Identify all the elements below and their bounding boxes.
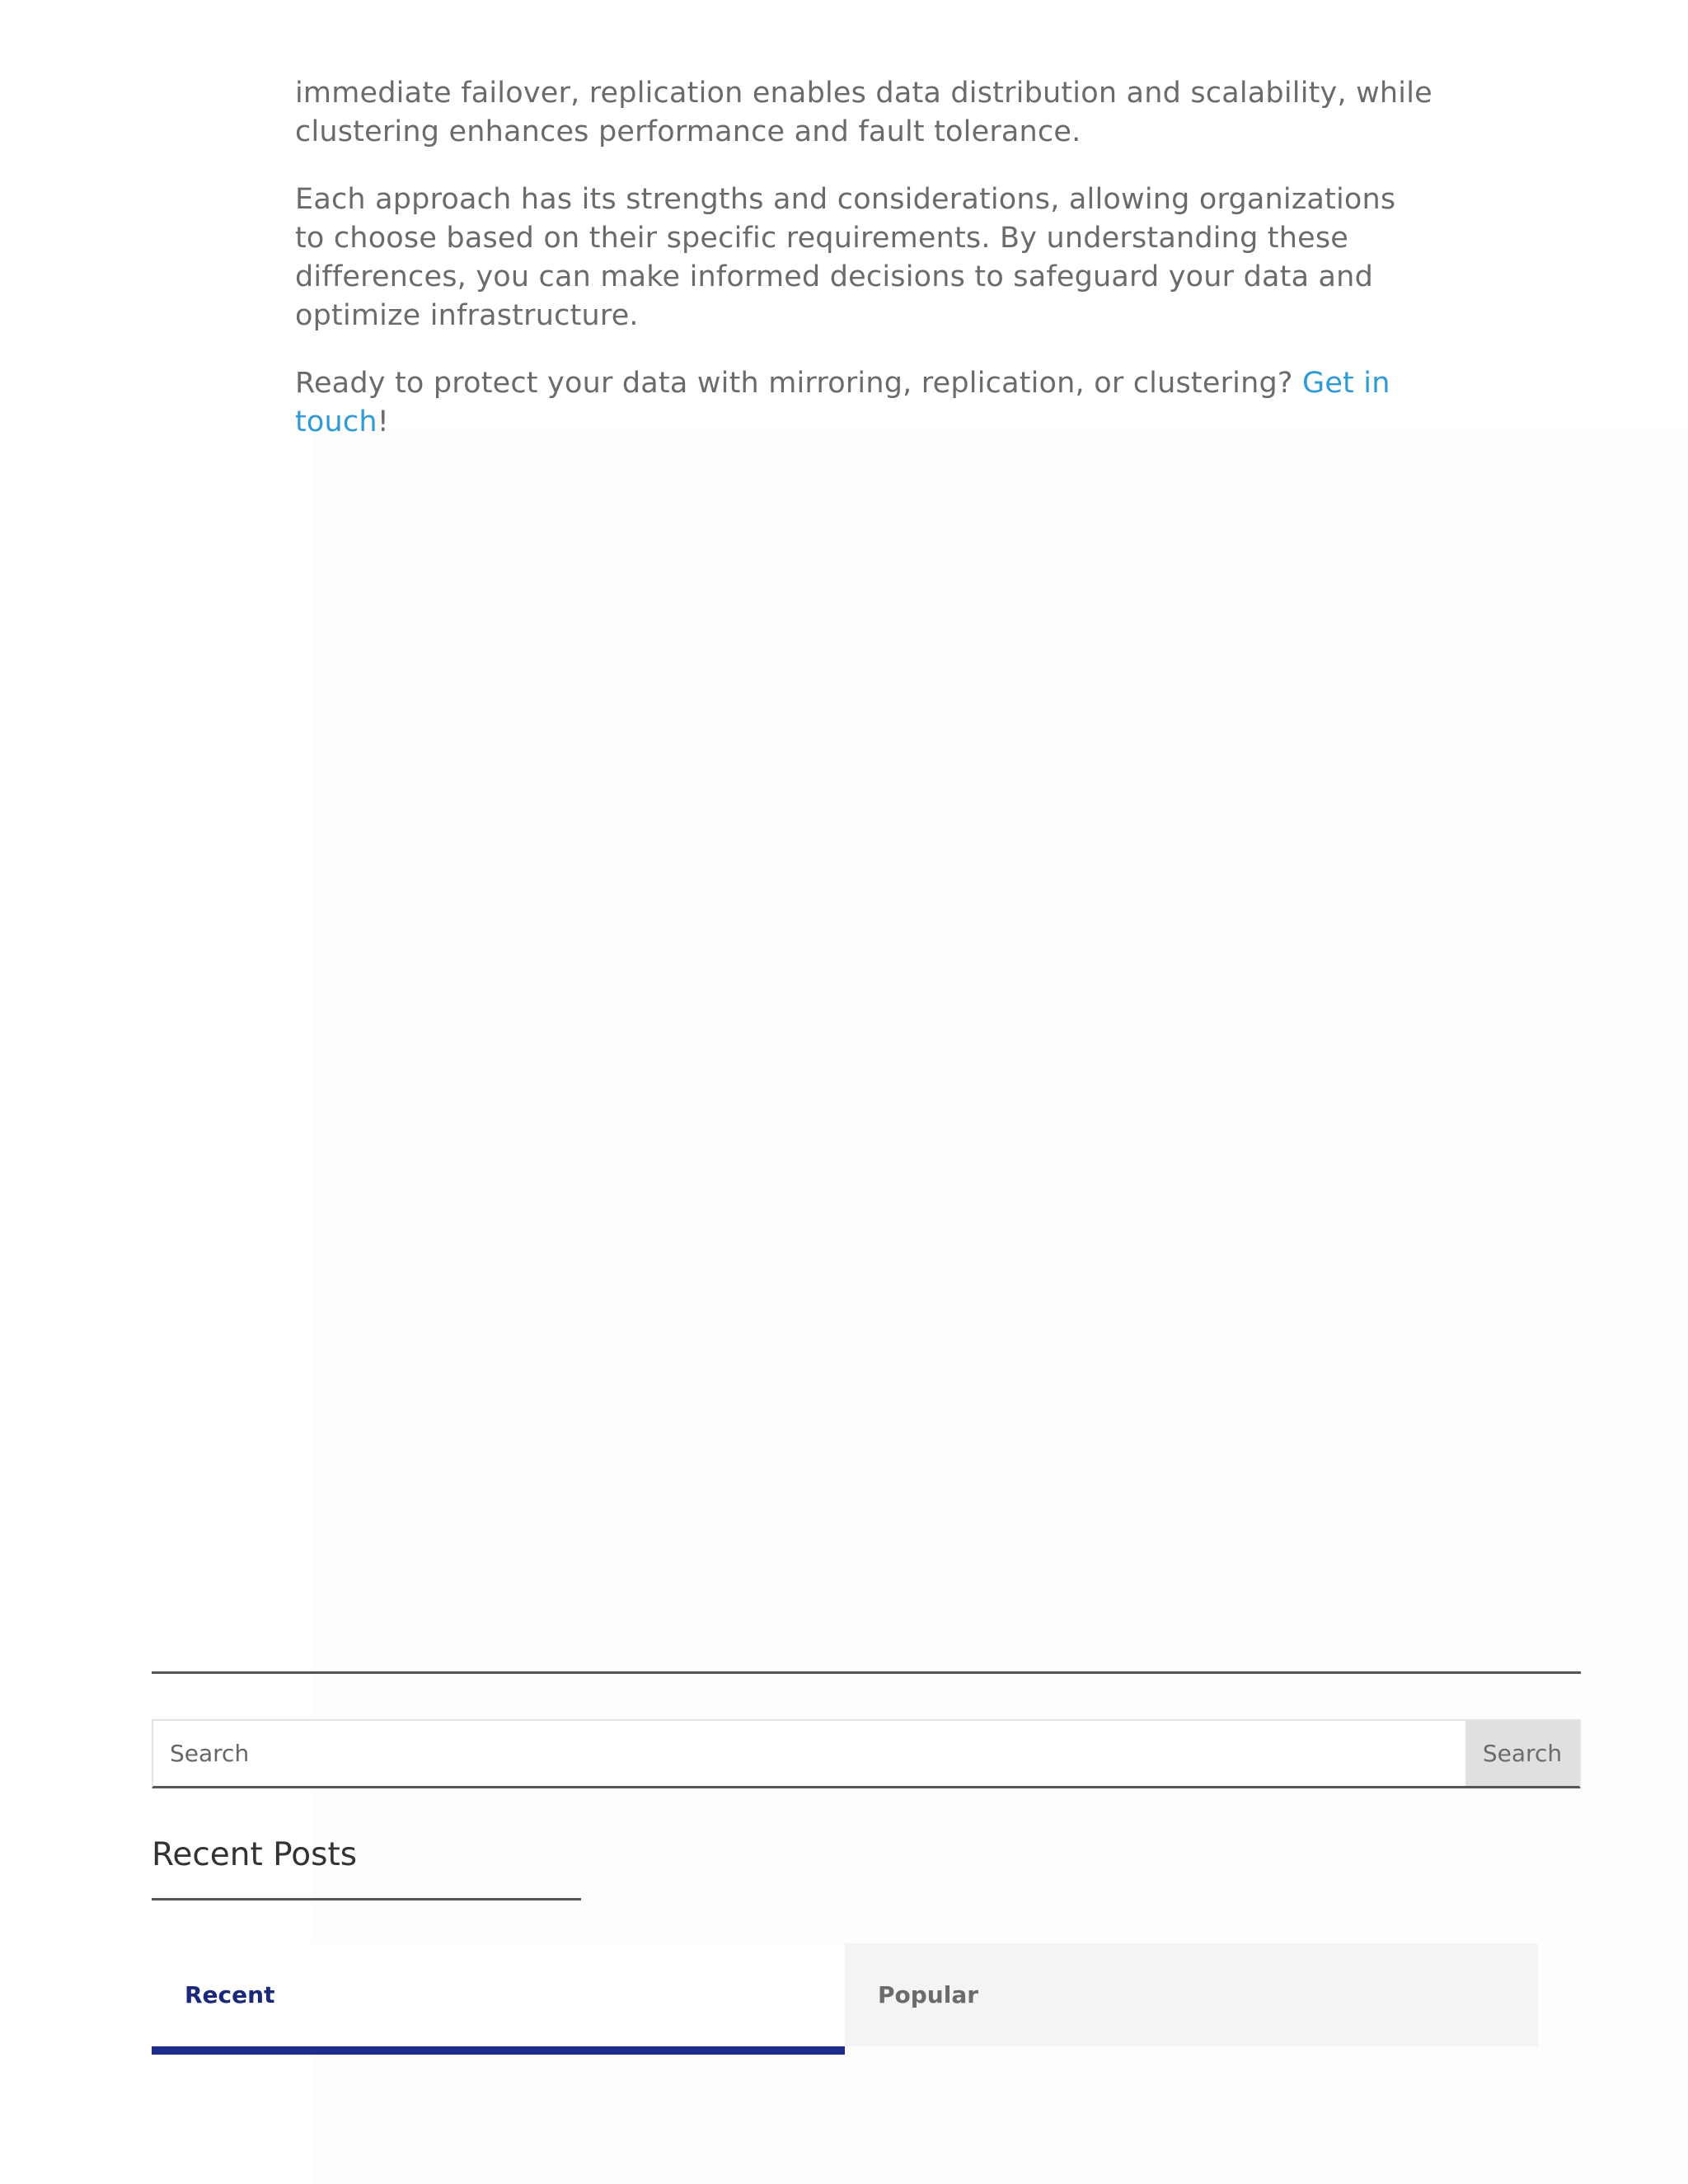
article-paragraph: immediate failover, replication enables data distribution and scalability, while clustering enhances performance and fault tolerance. (295, 77, 1432, 148)
divider (152, 1671, 1581, 1674)
title-underline (152, 1898, 581, 1900)
sidebar (152, 1671, 1581, 2008)
search-form (152, 1719, 1581, 1788)
cta-end: ! (377, 405, 389, 438)
recent-posts-title: Recent Posts (152, 1836, 358, 1873)
article-paragraph: Each approach has its strengths and considerations, allowing organizations to choose based on their specific requirements. By understanding these differences, you can make informed decisions to safeguard your data and optimize infrastructure. (295, 183, 1396, 332)
cta-text: Ready to protect your data with mirroring, replication, or clustering? (295, 367, 1302, 400)
article-body (295, 74, 1432, 471)
posts-tabs (152, 1943, 1538, 2055)
search-input[interactable] (153, 1721, 1465, 1786)
search-button[interactable]: Search (1465, 1721, 1579, 1786)
get-in-touch-link[interactable]: Get in touch (295, 367, 1390, 438)
content-panel (313, 429, 1688, 2184)
tab-recent[interactable]: Recent (152, 1943, 845, 2055)
tab-popular[interactable]: Popular (845, 1943, 1538, 2046)
article-paragraph-cta (295, 364, 1432, 442)
